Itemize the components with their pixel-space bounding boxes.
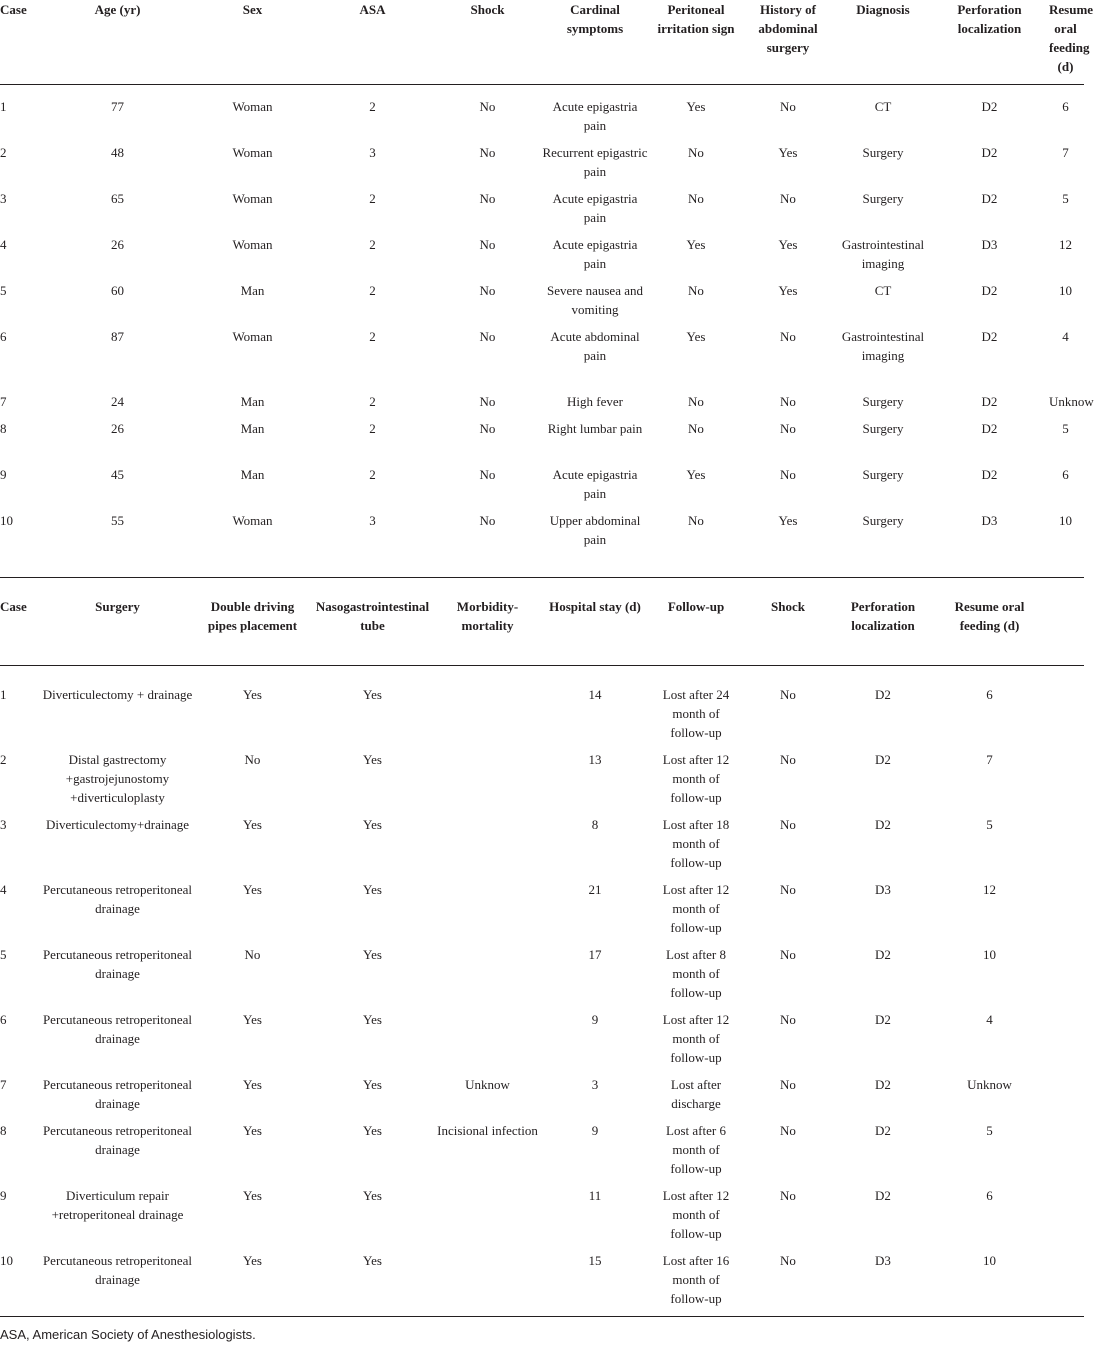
table2-cell: No xyxy=(780,1122,796,1138)
table2-cell: D2 xyxy=(875,946,891,962)
table1-header-cell: Resume oral feeding (d) xyxy=(1047,0,1084,84)
table1-cell: No xyxy=(688,145,704,160)
table2-cell: Yes xyxy=(363,1076,382,1092)
table1-cell: Gastrointestinal imaging xyxy=(841,329,925,363)
table1-cell: Woman xyxy=(232,98,273,114)
table2-cell: Lost after 24 month of follow-up xyxy=(662,686,730,740)
table1-cell: 4 xyxy=(1062,329,1069,344)
table1-cell: 48 xyxy=(111,145,124,160)
table1-cell: 87 xyxy=(111,329,124,344)
table1-cell: Man xyxy=(240,421,265,436)
table1-cell: Right lumbar pain xyxy=(547,421,643,436)
table1-cell: No xyxy=(479,329,496,344)
table2-cell: 15 xyxy=(588,1252,602,1268)
table1-cell: No xyxy=(479,467,496,482)
table1-cell: Yes xyxy=(686,467,706,482)
table-row xyxy=(0,945,1084,1010)
table1-cell: D2 xyxy=(981,394,998,409)
table1-cell: Recurrent epigastric pain xyxy=(542,145,648,179)
table2-cell: D2 xyxy=(875,686,891,702)
table1-header-cell: Perforation localization xyxy=(932,0,1047,84)
table2-cell: Yes xyxy=(243,881,262,897)
table1-cell: D3 xyxy=(981,237,998,252)
table2-cell: Unknow xyxy=(967,1076,1012,1092)
table1-header-cell: ASA xyxy=(310,0,435,84)
table1-cell: D2 xyxy=(981,421,998,436)
table1-cell: No xyxy=(688,394,704,409)
table1-cell: Yes xyxy=(778,283,798,298)
table1-cell: No xyxy=(688,191,704,206)
table1-cell: 6 xyxy=(0,329,7,344)
table2-cell: No xyxy=(780,881,796,897)
table2-cell: Yes xyxy=(363,1252,382,1268)
table2-cell: No xyxy=(780,1076,796,1092)
table2-cell: No xyxy=(780,1011,796,1027)
table1-cell: No xyxy=(780,329,796,344)
table2-cell: Yes xyxy=(363,946,382,962)
table2-cell: Yes xyxy=(363,881,382,897)
table2-cell: 7 xyxy=(0,1076,7,1092)
table1-cell: Yes xyxy=(778,145,798,160)
table2-header-cell: Perforation localization xyxy=(834,577,932,665)
table1-cell: Surgery xyxy=(862,421,904,436)
table1-cell: 2 xyxy=(369,98,376,114)
table1-cell: 60 xyxy=(111,283,124,298)
table2-cell: Yes xyxy=(243,1187,262,1203)
table-row xyxy=(0,281,1084,327)
table2-cell: Distal gastrectomy +gastrojejunostomy +diverticuloplasty xyxy=(65,751,170,805)
table2-cell: No xyxy=(780,751,796,767)
table-row xyxy=(0,665,1084,750)
table1-cell: D3 xyxy=(981,513,998,528)
table2-cell: 14 xyxy=(588,686,602,702)
table1-cell: No xyxy=(780,98,796,114)
table1-cell: No xyxy=(780,191,796,206)
table2-cell: D2 xyxy=(875,751,891,767)
table2-cell xyxy=(1047,815,1084,880)
table-footnote: ASA, American Society of Anesthesiologists. xyxy=(0,1327,256,1342)
table2-cell: Lost after 16 month of follow-up xyxy=(662,1252,730,1306)
table1-cell: 2 xyxy=(369,191,376,206)
table2-cell: D2 xyxy=(875,1076,891,1092)
table2-cell: Yes xyxy=(243,1076,262,1092)
table1-cell: CT xyxy=(874,98,892,114)
table1-header-cell: Cardinal symptoms xyxy=(540,0,650,84)
table1-cell: D2 xyxy=(981,467,998,482)
table2-cell: Yes xyxy=(363,1122,382,1138)
table2-cell: Percutaneous retroperitoneal drainage xyxy=(42,1076,193,1111)
table1-cell: Acute epigastria pain xyxy=(552,98,638,133)
table1-cell: D2 xyxy=(981,329,998,344)
table1-cell: 2 xyxy=(0,145,7,160)
table1-cell: 9 xyxy=(0,467,7,482)
table1-cell: Man xyxy=(240,467,265,482)
table1-cell: No xyxy=(479,191,496,206)
table2-cell: 5 xyxy=(986,1122,993,1138)
table1-cell: Surgery xyxy=(862,394,904,409)
table2-cell xyxy=(435,815,540,880)
table2-cell: 3 xyxy=(0,816,7,832)
table1-cell: Unknow xyxy=(1049,394,1094,409)
table1-cell: 10 xyxy=(1059,513,1072,528)
table2-cell: 5 xyxy=(0,946,7,962)
table1-header-cell: Age (yr) xyxy=(40,0,195,84)
table2-cell: D2 xyxy=(875,1011,891,1027)
table2-cell: Lost after 12 month of follow-up xyxy=(662,1187,730,1241)
table1-cell: Woman xyxy=(232,237,273,252)
table2-cell: No xyxy=(244,946,261,962)
table2-cell: 6 xyxy=(986,686,993,702)
table1-cell: 2 xyxy=(369,421,376,436)
table2-cell: D3 xyxy=(875,881,891,897)
table2-cell: Yes xyxy=(363,1011,382,1027)
table-row xyxy=(0,84,1084,143)
table1-cell: No xyxy=(688,421,704,436)
table1-cell: No xyxy=(479,421,496,436)
table1-cell: 65 xyxy=(111,191,124,206)
table1-cell: Severe nausea and vomiting xyxy=(546,283,643,317)
table2-cell xyxy=(435,665,540,750)
table-row xyxy=(0,1010,1084,1075)
table1-cell: Yes xyxy=(778,513,798,528)
table2-cell: 10 xyxy=(983,946,996,962)
table2-cell xyxy=(1047,665,1084,750)
table-row xyxy=(0,880,1084,945)
table2-cell: Yes xyxy=(243,686,262,702)
table2-cell: No xyxy=(780,946,796,962)
table1-cell: D2 xyxy=(981,98,998,114)
table1-cell: No xyxy=(688,513,704,528)
table1-cell: Woman xyxy=(232,513,273,528)
table1-cell: 8 xyxy=(0,421,7,436)
table-row xyxy=(0,1186,1084,1251)
table1-header-cell: Shock xyxy=(435,0,540,84)
table1-cell: CT xyxy=(874,283,892,298)
table2-header-cell: Shock xyxy=(742,577,834,665)
table-row xyxy=(0,327,1084,392)
table2-cell: Yes xyxy=(243,1011,262,1027)
table-row xyxy=(0,392,1084,419)
table2-header-cell: Double driving pipes placement xyxy=(195,577,310,665)
table1-cell: No xyxy=(479,283,496,298)
table1-cell: No xyxy=(780,421,796,436)
table1-cell: 7 xyxy=(0,394,7,409)
table1-cell: Woman xyxy=(232,191,273,206)
table1-cell: 26 xyxy=(111,421,124,436)
table2-cell: Yes xyxy=(363,1187,382,1203)
table2-cell: No xyxy=(244,751,261,767)
table1-header-cell: Peritoneal irritation sign xyxy=(650,0,742,84)
table-bottom-rule xyxy=(0,1316,1084,1317)
table1-cell: 5 xyxy=(1062,191,1069,206)
table2-cell: 9 xyxy=(0,1187,7,1203)
table1-cell: High fever xyxy=(567,394,623,409)
table2-header-cell xyxy=(1047,577,1084,665)
table1-cell: D2 xyxy=(981,283,998,298)
table2-cell: Lost after 18 month of follow-up xyxy=(662,816,730,870)
table1-cell: Yes xyxy=(686,98,706,114)
table2-cell: Percutaneous retroperitoneal drainage xyxy=(42,1122,193,1157)
table2-cell xyxy=(1047,1075,1084,1121)
table2-cell: Lost after discharge xyxy=(670,1076,722,1111)
table2-cell: 21 xyxy=(588,881,602,897)
table2-cell: Unknow xyxy=(465,1076,510,1092)
table1-cell: 2 xyxy=(369,394,376,409)
table1-cell: No xyxy=(780,394,796,409)
table2-header-row xyxy=(0,577,1084,665)
table1-cell: 6 xyxy=(1062,98,1069,114)
table2-body xyxy=(0,665,1084,1316)
table2-cell: 7 xyxy=(986,751,993,767)
table1-cell: Acute epigastria pain xyxy=(552,237,638,271)
table1-header-row xyxy=(0,0,1084,84)
table1-cell: Surgery xyxy=(862,191,904,206)
table2-cell: D2 xyxy=(875,816,891,832)
table1-cell: 2 xyxy=(369,283,376,298)
table2-cell: 3 xyxy=(591,1076,599,1092)
table1-cell: 4 xyxy=(0,237,7,252)
table2-cell: 11 xyxy=(588,1187,602,1203)
table1-cell: 12 xyxy=(1059,237,1072,252)
table2-cell: Lost after 6 month of follow-up xyxy=(666,1122,726,1176)
table2-header-cell: Hospital stay (d) xyxy=(540,577,650,665)
table1-header-cell: Diagnosis xyxy=(834,0,932,84)
table2-cell: D3 xyxy=(875,1252,891,1268)
table2-cell: D2 xyxy=(875,1122,891,1138)
table1-cell: 5 xyxy=(1062,421,1069,436)
table1-cell: 10 xyxy=(1059,283,1072,298)
table2-cell: Lost after 12 month of follow-up xyxy=(662,1011,730,1065)
table2-header-cell: Surgery xyxy=(40,577,195,665)
table2-cell xyxy=(1047,1186,1084,1251)
table-row xyxy=(0,1251,1084,1316)
table1-cell: No xyxy=(479,513,496,528)
table2-cell: No xyxy=(780,686,796,702)
table-row xyxy=(0,465,1084,511)
table2-cell: Lost after 12 month of follow-up xyxy=(662,881,730,935)
table-row xyxy=(0,750,1084,815)
treatment-outcomes-table xyxy=(0,577,1084,1316)
table2-header-cell: Follow-up xyxy=(650,577,742,665)
table2-cell: Incisional infection xyxy=(437,1122,538,1138)
table1-cell: No xyxy=(479,98,496,114)
table2-cell: Lost after 12 month of follow-up xyxy=(662,751,730,805)
table2-cell: 10 xyxy=(983,1252,996,1268)
table1-cell: 10 xyxy=(0,513,13,528)
table2-cell: 12 xyxy=(983,881,996,897)
table2-header-cell: Morbidity-mortality xyxy=(435,577,540,665)
table2-cell: 1 xyxy=(0,686,7,702)
table1-cell: Surgery xyxy=(862,513,904,528)
table2-cell xyxy=(435,945,540,1010)
table2-cell: Yes xyxy=(363,686,382,702)
table1-cell: 5 xyxy=(0,283,7,298)
table2-cell xyxy=(435,1186,540,1251)
table2-cell: 8 xyxy=(0,1122,7,1138)
table2-cell: Diverticulectomy + drainage xyxy=(42,686,193,702)
table1-cell: 77 xyxy=(111,98,124,114)
table2-cell: 9 xyxy=(591,1011,599,1027)
table1-cell: Upper abdominal pain xyxy=(549,513,641,547)
table-row xyxy=(0,189,1084,235)
table2-cell xyxy=(435,1010,540,1075)
table2-cell xyxy=(435,880,540,945)
table1-cell: D2 xyxy=(981,145,998,160)
table2-cell: Yes xyxy=(363,751,382,767)
table2-cell xyxy=(435,750,540,815)
table2-cell: No xyxy=(780,1252,796,1268)
table-row xyxy=(0,1121,1084,1186)
table2-cell: Yes xyxy=(243,1252,262,1268)
table1-cell: Surgery xyxy=(862,467,904,482)
table2-cell: 4 xyxy=(986,1011,993,1027)
table2-cell: Percutaneous retroperitoneal drainage xyxy=(42,946,193,981)
table2-cell: 4 xyxy=(0,881,7,897)
table2-cell xyxy=(1047,1121,1084,1186)
table1-cell: No xyxy=(479,145,496,160)
table1-cell: Yes xyxy=(686,237,706,252)
table2-cell: Diverticulum repair +retroperitoneal drainage xyxy=(51,1187,184,1222)
table-row xyxy=(0,1075,1084,1121)
table1-cell: Gastrointestinal imaging xyxy=(841,237,925,271)
table2-cell: 6 xyxy=(0,1011,7,1027)
table2-cell: Percutaneous retroperitoneal drainage xyxy=(42,1252,193,1287)
table1-cell: No xyxy=(688,283,704,298)
table2-cell xyxy=(1047,1010,1084,1075)
table1-cell: Acute epigastria pain xyxy=(552,467,638,501)
table2-cell xyxy=(1047,750,1084,815)
table1-cell: Acute epigastria pain xyxy=(552,191,638,225)
table1-cell: No xyxy=(479,237,496,252)
table2-cell xyxy=(1047,880,1084,945)
table1-header-cell: History of abdominal surgery xyxy=(742,0,834,84)
table1-cell: Man xyxy=(240,283,265,298)
table2-cell xyxy=(435,1251,540,1316)
table1-header-cell: Sex xyxy=(195,0,310,84)
table1-cell: D2 xyxy=(981,191,998,206)
table1-cell: Acute abdominal pain xyxy=(550,329,640,363)
table2-cell: 6 xyxy=(986,1187,993,1203)
table1-cell: 3 xyxy=(0,191,7,206)
table2-cell: 2 xyxy=(0,751,7,767)
table1-cell: No xyxy=(479,394,496,409)
clinical-characteristics-table xyxy=(0,0,1094,576)
table2-cell: No xyxy=(780,1187,796,1203)
table2-cell: Yes xyxy=(363,816,382,832)
table1-cell: 2 xyxy=(369,467,376,482)
table1-cell: 2 xyxy=(369,329,376,344)
table1-cell: 55 xyxy=(111,513,124,528)
table2-cell: 8 xyxy=(591,816,599,832)
table1-cell: 6 xyxy=(1062,467,1069,482)
table1-cell: Woman xyxy=(232,145,273,160)
table2-cell xyxy=(1047,945,1084,1010)
table2-cell xyxy=(1047,1251,1084,1316)
table1-cell: 1 xyxy=(0,98,7,114)
table1-cell: 3 xyxy=(369,513,376,528)
table2-cell: No xyxy=(780,816,796,832)
table2-cell: Diverticulectomy+drainage xyxy=(45,816,190,832)
table1-cell: 2 xyxy=(369,237,376,252)
table1-cell: Woman xyxy=(232,329,273,344)
table2-header-cell: Nasogastrointestinal tube xyxy=(310,577,435,665)
table1-cell: Yes xyxy=(778,237,798,252)
table2-cell: 13 xyxy=(588,751,602,767)
table-row xyxy=(0,815,1084,880)
table2-cell: Yes xyxy=(243,816,262,832)
table2-cell: Lost after 8 month of follow-up xyxy=(666,946,726,1000)
table1-cell: 7 xyxy=(1062,145,1069,160)
table-row xyxy=(0,235,1084,281)
table2-cell: 5 xyxy=(986,816,993,832)
table2-cell: Percutaneous retroperitoneal drainage xyxy=(42,1011,193,1046)
table-row xyxy=(0,511,1084,576)
table2-cell: D2 xyxy=(875,1187,891,1203)
table1-cell: 3 xyxy=(369,145,376,160)
table1-cell: No xyxy=(780,467,796,482)
table1-cell: 26 xyxy=(111,237,124,252)
table2-header-cell: Case xyxy=(0,577,40,665)
table2-header-cell: Resume oral feeding (d) xyxy=(932,577,1047,665)
table1-cell: Surgery xyxy=(862,145,904,160)
table-row xyxy=(0,419,1084,465)
table-row xyxy=(0,143,1084,189)
table2-cell: Yes xyxy=(243,1122,262,1138)
table1-cell: 24 xyxy=(111,394,124,409)
table1-cell: Yes xyxy=(686,329,706,344)
table1-body xyxy=(0,84,1094,576)
table2-cell: Percutaneous retroperitoneal drainage xyxy=(42,881,193,916)
table2-cell: 17 xyxy=(588,946,602,962)
table2-cell: 10 xyxy=(0,1252,13,1268)
table1-cell: 45 xyxy=(111,467,124,482)
table1-header-cell: Case xyxy=(0,0,40,84)
table1-cell: Man xyxy=(240,394,265,409)
table2-cell: 9 xyxy=(591,1122,599,1138)
